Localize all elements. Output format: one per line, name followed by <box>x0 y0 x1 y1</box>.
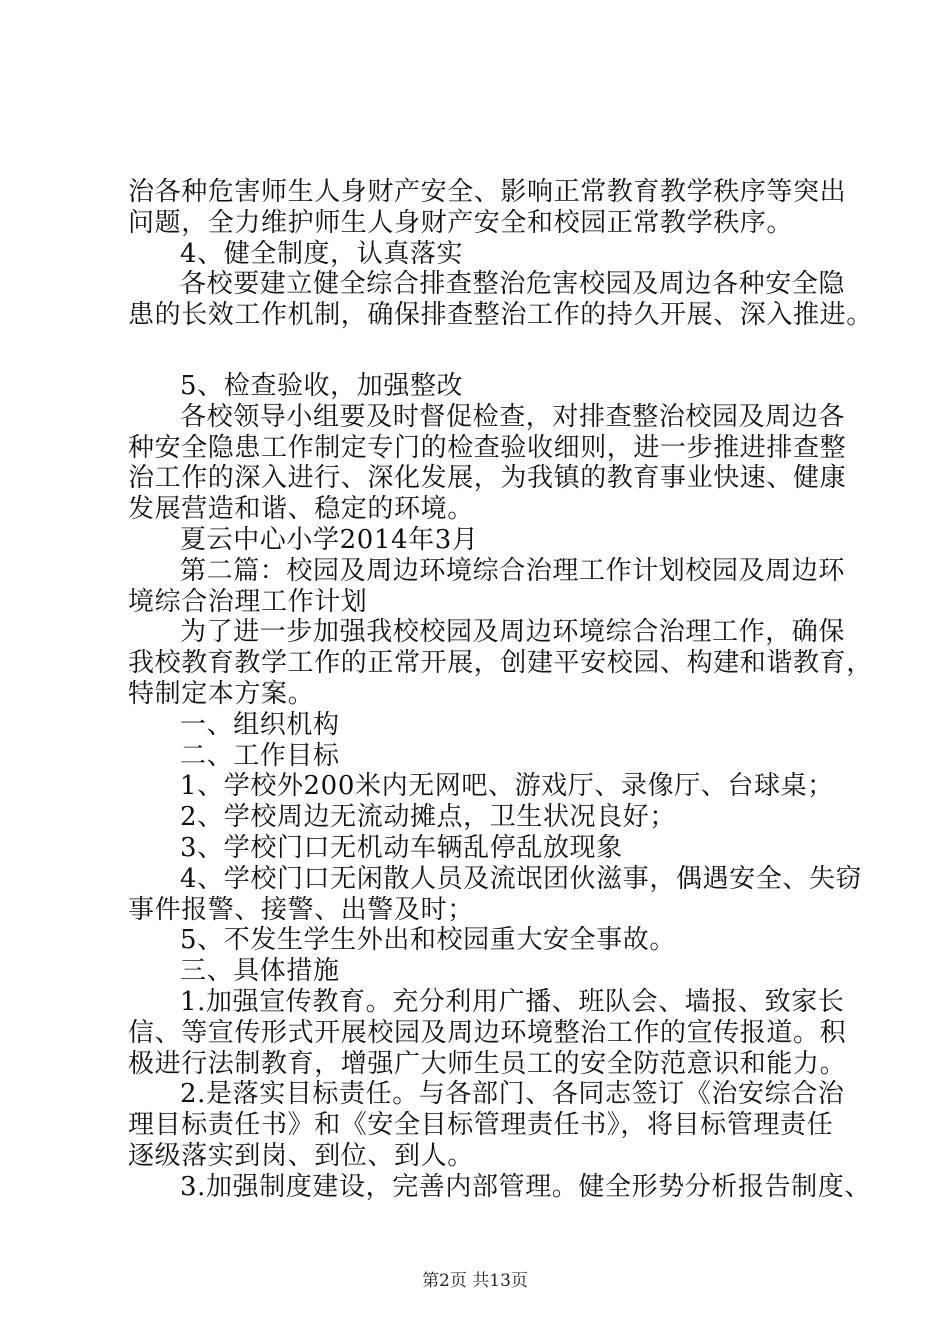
text-line: 逐级落实到岗、到位、到人。 <box>128 1140 474 1171</box>
section-heading: 一、组织机构 <box>180 709 340 740</box>
text-line: 为了进一步加强我校校园及周边环境综合治理工作，确保 <box>180 617 846 648</box>
list-item: 3、学校门口无机动车辆乱停乱放现象 <box>180 832 623 863</box>
list-item: 2、学校周边无流动摊点，卫生状况良好； <box>180 802 676 833</box>
list-item: 3.加强制度建设，完善内部管理。健全形势分析报告制度、 <box>180 1171 872 1202</box>
text-line: 各校领导小组要及时督促检查，对排查整治校园及周边各 <box>180 401 846 432</box>
paragraph-gap <box>128 331 853 371</box>
chapter-title: 境综合治理工作计划 <box>128 586 368 617</box>
section-heading: 二、工作目标 <box>180 740 340 771</box>
list-item: 1、学校外200米内无网吧、游戏厅、录像厅、台球桌； <box>180 771 834 802</box>
text-line: 患的长效工作机制，确保排查整治工作的持久开展、深入推进。 <box>128 300 873 331</box>
list-item: 5、不发生学生外出和校园重大安全事故。 <box>180 925 676 956</box>
section-heading: 三、具体措施 <box>180 956 340 987</box>
text-line: 治各种危害师生人身财产安全、影响正常教育教学秩序等突出 <box>128 177 847 207</box>
text-line: 特制定本方案。 <box>128 678 315 709</box>
signature-line: 夏云中心小学2014年3月 <box>180 524 479 555</box>
text-line: 种安全隐患工作制定专门的检查验收细则，进一步推进排查整 <box>128 432 847 463</box>
document-body <box>128 177 873 1203</box>
list-item: 2.是落实目标责任。与各部门、各同志签订《治安综合治 <box>180 1079 845 1110</box>
text-line: 治工作的深入进行、深化发展，为我镇的教育事业快速、健康 <box>128 463 847 494</box>
list-item: 4、学校门口无闲散人员及流氓团伙滋事，偶遇安全、失窃 <box>180 863 863 894</box>
text-line: 各校要建立健全综合排查整治危害校园及周边各种安全隐 <box>180 269 846 300</box>
text-line: 事件报警、接警、出警及时； <box>128 894 474 925</box>
text-line: 理目标责任书》和《安全目标管理责任书》，将目标管理责任 <box>128 1110 834 1141</box>
chapter-title: 第二篇：校园及周边环境综合治理工作计划校园及周边环 <box>180 555 846 586</box>
section-heading: 4、健全制度，认真落实 <box>180 238 464 269</box>
section-heading: 5、检查验收，加强整改 <box>180 370 464 401</box>
text-line: 问题，全力维护师生人身财产安全和校园正常教学秩序。 <box>128 207 794 238</box>
list-item: 1.加强宣传教育。充分利用广播、班队会、墙报、致家长 <box>180 986 845 1017</box>
text-line: 发展营造和谐、稳定的环境。 <box>128 494 474 525</box>
text-line: 信、等宣传形式开展校园及周边环境整治工作的宣传报道。积 <box>128 1017 847 1048</box>
text-line: 极进行法制教育，增强广大师生员工的安全防范意识和能力。 <box>128 1048 847 1079</box>
page-footer: 第2页 共13页 <box>422 1271 528 1291</box>
text-line: 我校教育教学工作的正常开展，创建平安校园、构建和谐教育， <box>128 648 873 679</box>
